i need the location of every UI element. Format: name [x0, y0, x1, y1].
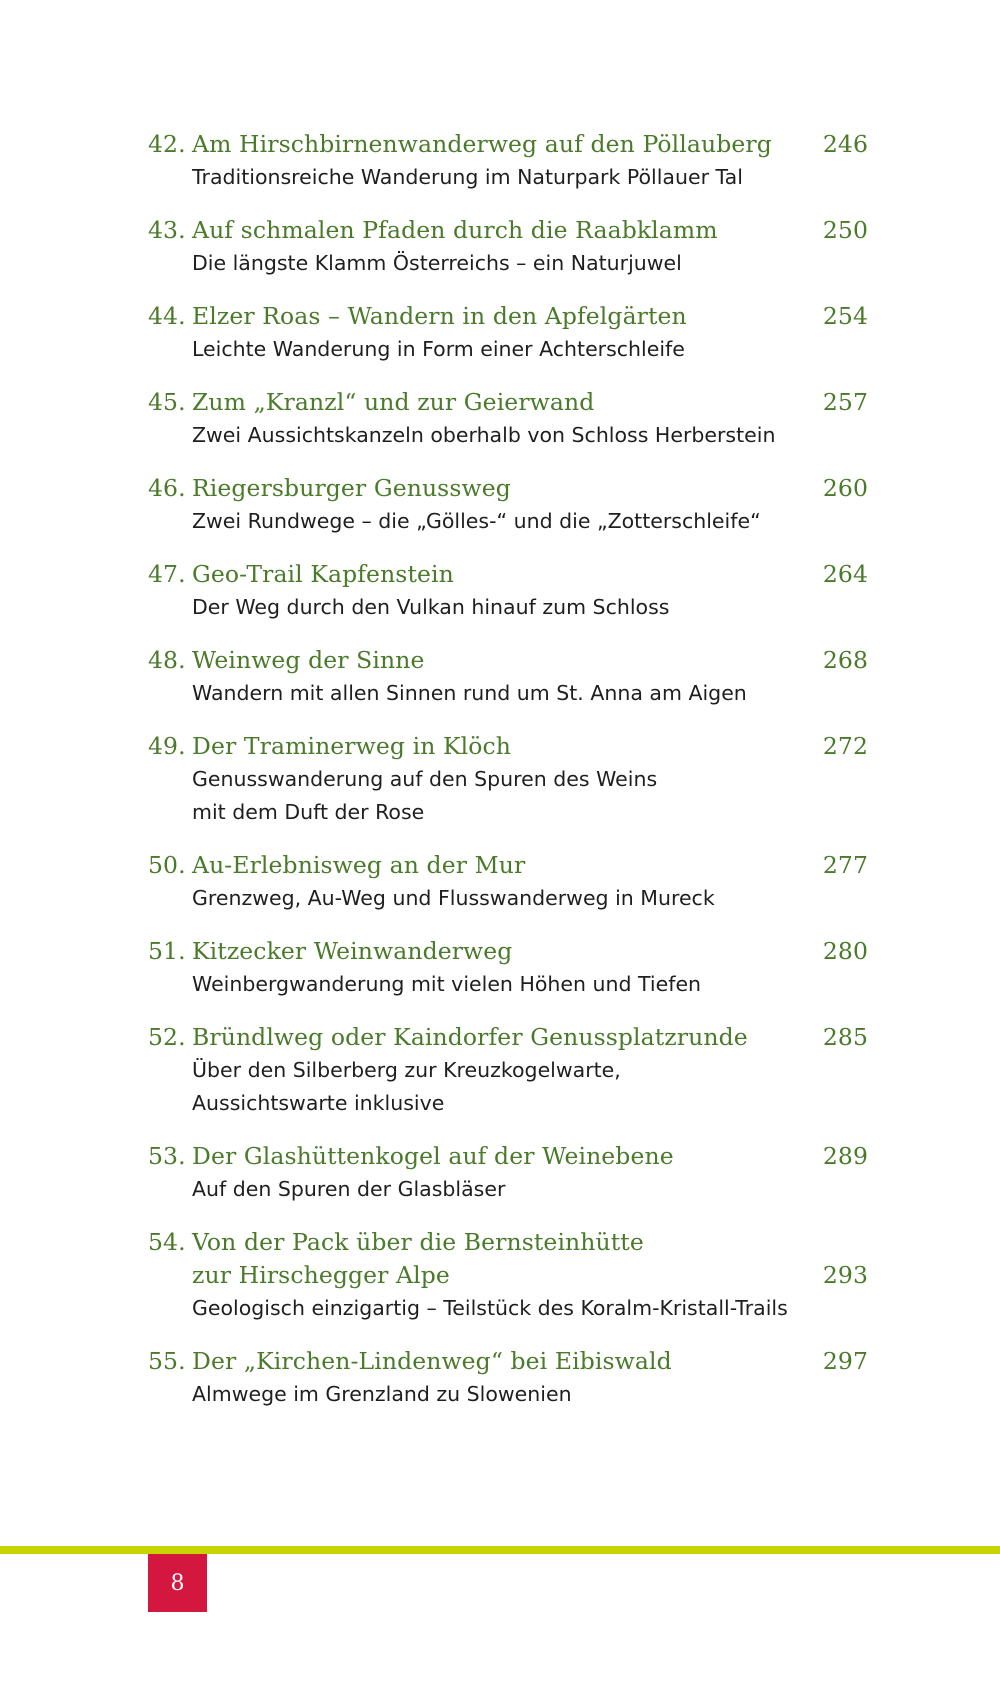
toc-entry-title-row — [148, 386, 868, 419]
toc-entry-page: 272 — [822, 732, 868, 760]
toc-entry — [148, 644, 868, 710]
toc-entry-number: 52. — [148, 1023, 186, 1051]
toc-entry-page: 297 — [822, 1347, 868, 1375]
toc-entry-title-row — [148, 214, 868, 247]
toc-entry-subtitle — [192, 505, 868, 538]
toc-entry-title-line: Riegersburger Genussweg — [192, 474, 511, 502]
toc-entry-title — [192, 558, 811, 591]
toc-entry-title-row — [148, 644, 868, 677]
toc-entry-title-row — [148, 558, 868, 591]
toc-entry — [148, 849, 868, 915]
toc-entry-title-line: Bründlweg oder Kaindorfer Genussplatzrunde — [192, 1023, 748, 1051]
toc-entry-title — [192, 300, 811, 333]
toc-entry-title-row — [148, 935, 868, 968]
toc-entry-title-line: zur Hirschegger Alpe — [192, 1261, 450, 1289]
toc-entry-subtitle-line: Der Weg durch den Vulkan hinauf zum Schloss — [192, 595, 670, 619]
toc-entry-subtitle-line: Auf den Spuren der Glasbläser — [192, 1177, 506, 1201]
toc-entry-subtitle-line: mit dem Duft der Rose — [192, 800, 425, 824]
toc-entry-subtitle — [192, 968, 868, 1001]
toc-entry-subtitle-line: Almwege im Grenzland zu Slowenien — [192, 1382, 572, 1406]
toc-entry-subtitle — [192, 763, 868, 829]
page-number: 8 — [170, 1570, 185, 1596]
toc-entry — [148, 386, 868, 452]
toc-entry-title-row — [148, 1345, 868, 1378]
toc-entry-title-line: Der „Kirchen-Lindenweg“ bei Eibiswald — [192, 1347, 672, 1375]
toc-entry-title-line: Au-Erlebnisweg an der Mur — [192, 851, 526, 879]
toc-entry-title-row — [148, 300, 868, 333]
toc-entry-subtitle-line: Grenzweg, Au-Weg und Flusswanderweg in Mureck — [192, 886, 715, 910]
toc-entry-title — [192, 214, 811, 247]
toc-entry-subtitle-line: Genusswanderung auf den Spuren des Weins — [192, 767, 658, 791]
toc-entry-title — [192, 935, 811, 968]
toc-entry-title-row — [148, 1140, 868, 1173]
toc-entry-subtitle-line: Die längste Klamm Österreichs – ein Naturjuwel — [192, 251, 682, 275]
table-of-contents — [148, 128, 868, 1431]
toc-entry-title — [192, 1226, 811, 1292]
toc-entry-number: 46. — [148, 474, 186, 502]
toc-entry-title-line: Kitzecker Weinwanderweg — [192, 937, 513, 965]
toc-entry-subtitle-line: Leichte Wanderung in Form einer Achterschleife — [192, 337, 685, 361]
toc-entry-title — [192, 1345, 811, 1378]
toc-entry-number: 42. — [148, 130, 186, 158]
toc-entry — [148, 730, 868, 829]
toc-entry-title-line: Auf schmalen Pfaden durch die Raabklamm — [192, 216, 718, 244]
toc-entry-title-row — [148, 128, 868, 161]
toc-entry-title-line: Zum „Kranzl“ und zur Geierwand — [192, 388, 595, 416]
toc-entry-subtitle — [192, 677, 868, 710]
toc-entry-subtitle — [192, 1054, 868, 1120]
toc-entry-title-row — [148, 1226, 868, 1292]
toc-entry-page: 293 — [822, 1261, 868, 1289]
toc-entry-number: 45. — [148, 388, 186, 416]
toc-entry-page: 257 — [822, 388, 868, 416]
toc-entry-title-line: Geo-Trail Kapfenstein — [192, 560, 454, 588]
toc-entry-title-row — [148, 849, 868, 882]
toc-entry-number: 49. — [148, 732, 186, 760]
toc-entry-title-line: Der Traminerweg in Klöch — [192, 732, 512, 760]
toc-entry-title-line: Der Glashüttenkogel auf der Weinebene — [192, 1142, 674, 1170]
toc-entry-title — [192, 472, 811, 505]
toc-entry-subtitle — [192, 161, 868, 194]
toc-entry-title — [192, 849, 811, 882]
toc-entry-title-row — [148, 730, 868, 763]
toc-entry-number: 44. — [148, 302, 186, 330]
toc-entry-page: 277 — [822, 851, 868, 879]
toc-entry-subtitle — [192, 1292, 868, 1325]
toc-entry-title — [192, 128, 811, 161]
toc-entry — [148, 1226, 868, 1325]
toc-entry-title — [192, 644, 811, 677]
toc-entry-page: 285 — [822, 1023, 868, 1051]
toc-entry-page: 254 — [822, 302, 868, 330]
toc-entry-number: 54. — [148, 1228, 186, 1256]
toc-entry — [148, 472, 868, 538]
toc-entry-subtitle-line: Über den Silberberg zur Kreuzkogelwarte, — [192, 1058, 621, 1082]
toc-entry-subtitle — [192, 1173, 868, 1206]
toc-entry-page: 280 — [822, 937, 868, 965]
toc-entry-subtitle-line: Wandern mit allen Sinnen rund um St. Anna am Aigen — [192, 681, 747, 705]
toc-entry-subtitle-line: Zwei Aussichtskanzeln oberhalb von Schloss Herberstein — [192, 423, 776, 447]
toc-entry-page: 250 — [822, 216, 868, 244]
toc-entry-title-line: Elzer Roas – Wandern in den Apfelgärten — [192, 302, 687, 330]
toc-entry-title-line: Von der Pack über die Bernsteinhütte — [192, 1228, 644, 1256]
toc-entry-subtitle — [192, 333, 868, 366]
toc-entry-subtitle-line: Zwei Rundwege – die „Gölles-“ und die „Zotterschleife“ — [192, 509, 761, 533]
toc-entry — [148, 558, 868, 624]
toc-entry — [148, 1021, 868, 1120]
toc-entry-subtitle — [192, 882, 868, 915]
toc-entry — [148, 128, 868, 194]
page-number-badge — [148, 1554, 207, 1612]
footer-rule — [0, 1546, 1000, 1554]
toc-entry-page: 246 — [822, 130, 868, 158]
toc-entry-title — [192, 1140, 811, 1173]
toc-entry-number: 43. — [148, 216, 186, 244]
toc-entry-subtitle — [192, 419, 868, 452]
toc-entry-title-line: Am Hirschbirnenwanderweg auf den Pöllauberg — [192, 130, 772, 158]
toc-entry — [148, 1140, 868, 1206]
toc-entry-subtitle-line: Weinbergwanderung mit vielen Höhen und Tiefen — [192, 972, 702, 996]
toc-entry-subtitle-line: Geologisch einzigartig – Teilstück des Koralm-Kristall-Trails — [192, 1296, 788, 1320]
toc-entry-number: 55. — [148, 1347, 186, 1375]
toc-entry-title — [192, 1021, 811, 1054]
toc-entry — [148, 300, 868, 366]
toc-entry-title — [192, 386, 811, 419]
toc-entry-subtitle — [192, 591, 868, 624]
toc-entry — [148, 1345, 868, 1411]
toc-entry-title — [192, 730, 811, 763]
toc-entry-subtitle — [192, 1378, 868, 1411]
toc-entry-subtitle-line: Aussichtswarte inklusive — [192, 1091, 445, 1115]
toc-entry-page: 268 — [822, 646, 868, 674]
toc-entry-number: 53. — [148, 1142, 186, 1170]
toc-entry — [148, 214, 868, 280]
toc-entry-number: 50. — [148, 851, 186, 879]
toc-entry-subtitle — [192, 247, 868, 280]
toc-entry-title-row — [148, 1021, 868, 1054]
toc-entry-title-line: Weinweg der Sinne — [192, 646, 425, 674]
toc-entry — [148, 935, 868, 1001]
toc-entry-number: 47. — [148, 560, 186, 588]
toc-entry-number: 51. — [148, 937, 186, 965]
toc-entry-subtitle-line: Traditionsreiche Wanderung im Naturpark Pöllauer Tal — [192, 165, 743, 189]
toc-entry-page: 260 — [822, 474, 868, 502]
toc-entry-title-row — [148, 472, 868, 505]
toc-entry-number: 48. — [148, 646, 186, 674]
toc-entry-page: 289 — [822, 1142, 868, 1170]
toc-entry-page: 264 — [822, 560, 868, 588]
